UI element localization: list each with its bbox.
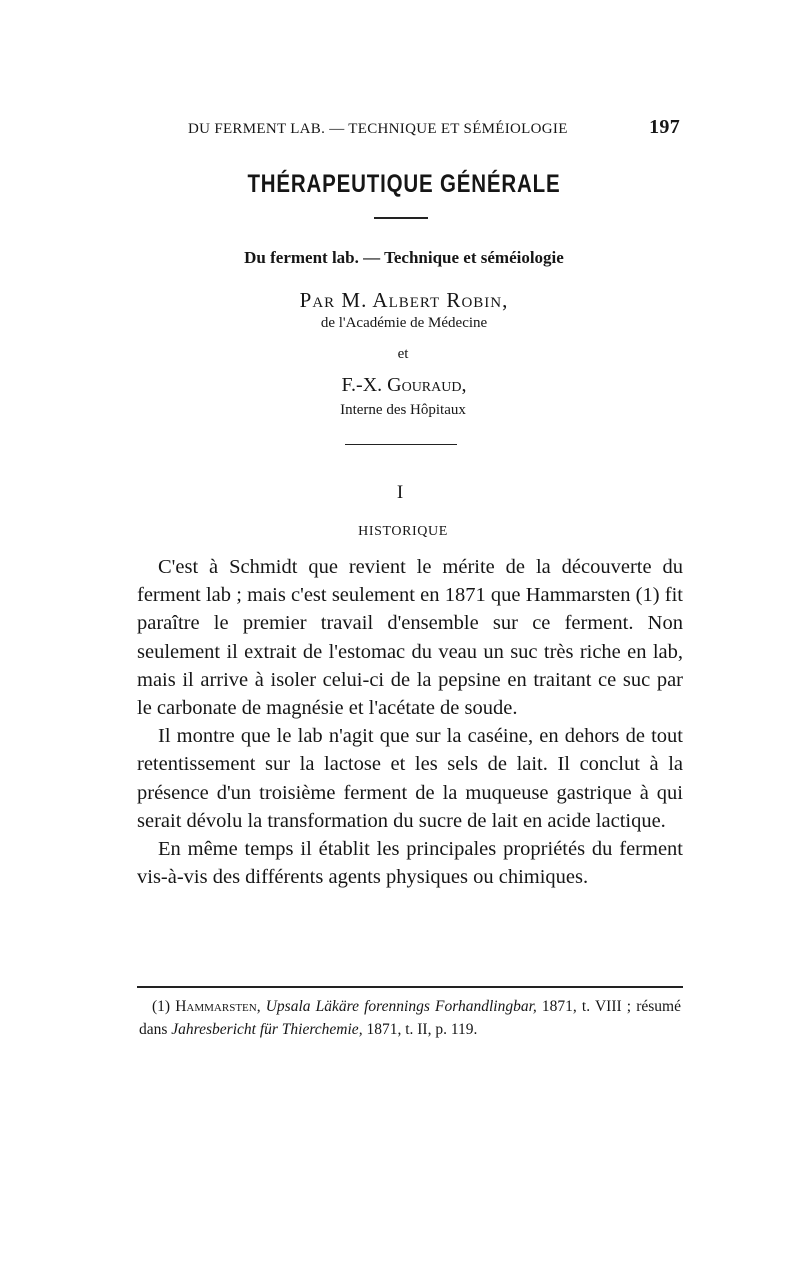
running-head bbox=[188, 116, 680, 139]
first-author: Par M. Albert Robin, bbox=[299, 288, 509, 312]
running-head-title: DU FERMENT LAB. — TECHNIQUE ET SÉMÉIOLOGIE bbox=[188, 121, 568, 137]
paragraph: C'est à Schmidt que revient le mérite de la découverte du ferment lab ; mais c'est seulement en 1871 que Hammarsten (1) fit paraître le premier travail d'ensemble sur ce ferment. Non seulement il extrait de l'estomac du veau un suc très riche en lab, mais il arrive à isoler celui-ci de la pepsine en traitant ce suc par le carbonate de magnésie et l'acétate de soude. bbox=[137, 556, 683, 720]
footnote bbox=[139, 995, 681, 1041]
article-subtitle: Du ferment lab. — Technique et séméiologie bbox=[244, 248, 564, 267]
footnote-author: Hammarsten, bbox=[175, 998, 261, 1015]
section-heading: HISTORIQUE bbox=[358, 524, 448, 539]
footnote-journal: Jahresbericht für Thierchemie, bbox=[171, 1021, 363, 1038]
footnote-rule bbox=[137, 986, 683, 988]
author-rule bbox=[345, 444, 457, 445]
second-author: F.-X. Gouraud, bbox=[341, 374, 467, 396]
page-number: 197 bbox=[649, 116, 680, 138]
body-text bbox=[137, 553, 683, 891]
second-author-affiliation: Interne des Hôpitaux bbox=[340, 402, 466, 418]
first-author-affiliation: de l'Académie de Médecine bbox=[320, 315, 488, 331]
footnote-reference: 1871, t. II, p. 119. bbox=[362, 1021, 478, 1038]
main-title: THÉRAPEUTIQUE GÉNÉRALE bbox=[247, 170, 561, 198]
section-number: I bbox=[396, 482, 404, 503]
title-rule bbox=[374, 217, 428, 219]
footnote-volume: 1871, t. VIII ; résumé dans bbox=[139, 998, 681, 1038]
paragraph: Il montre que le lab n'agit que sur la caséine, en dehors de tout retentissement sur la lactose et les sels de lait. Il conclut à la présence d'un troisième ferment de la muqueuse gastrique à qui serait dévolu la transformation du sucre de lait en acide lactique. bbox=[137, 725, 683, 832]
paragraph: En même temps il établit les principales propriétés du ferment vis-à-vis des différents agents physiques ou chimiques. bbox=[137, 838, 683, 889]
footnote-work: Upsala Läkäre forennings Forhandlingbar, bbox=[265, 998, 537, 1015]
footnote-marker: (1) bbox=[152, 998, 171, 1015]
author-conjunction: et bbox=[397, 346, 409, 362]
